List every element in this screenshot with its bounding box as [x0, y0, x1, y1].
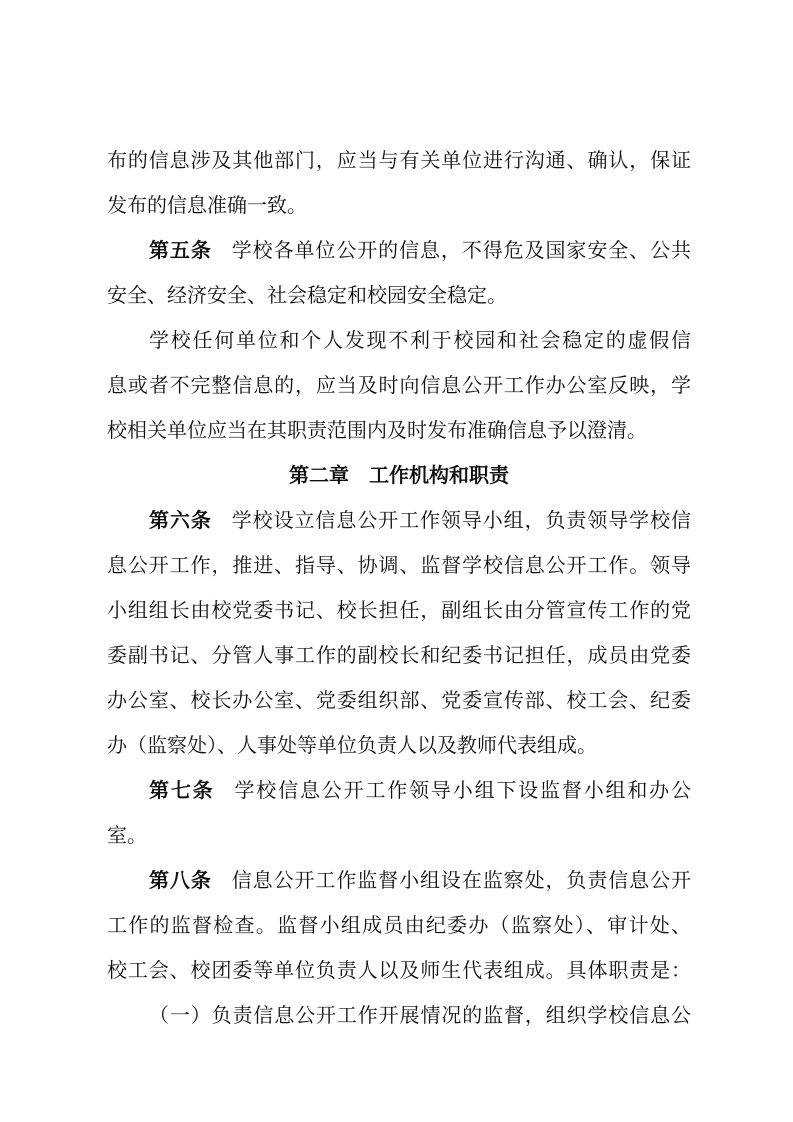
line-text: 办（监察处）、人事处等单位负责人以及教师代表组成。	[107, 733, 597, 757]
text-line	[107, 273, 691, 318]
line-text: 信息公开工作监督小组设在监察处，负责信息公开	[231, 868, 691, 892]
line-text: 学校各单位公开的信息，不得危及国家安全、公共	[231, 238, 691, 262]
text-line	[107, 813, 691, 858]
line-text: 学校设立信息公开工作领导小组，负责领导学校信	[231, 508, 691, 532]
text-line	[107, 948, 691, 993]
line-text: 安全、经济安全、社会稳定和校园安全稳定。	[107, 283, 507, 307]
line-text: 学校任何单位和个人发现不利于校园和社会稳定的虚假信	[149, 328, 691, 352]
line-text: 布的信息涉及其他部门，应当与有关单位进行沟通、确认，保证	[107, 148, 691, 172]
text-line	[107, 993, 691, 1038]
article-label: 第五条	[149, 238, 212, 262]
line-text: 室。	[107, 823, 147, 847]
text-line	[107, 768, 691, 813]
text-line	[107, 588, 691, 633]
article-label: 第七条	[149, 778, 215, 802]
text-line	[107, 183, 691, 228]
article-label: 第八条	[149, 868, 212, 892]
article-label: 第六条	[149, 508, 212, 532]
line-text: 发布的信息准确一致。	[107, 193, 307, 217]
text-line	[107, 408, 691, 453]
line-text: 小组组长由校党委书记、校长担任，副组长由分管宣传工作的党	[107, 598, 691, 622]
text-line	[107, 723, 691, 768]
text-line	[107, 543, 691, 588]
text-line	[107, 633, 691, 678]
text-line	[107, 903, 691, 948]
text-line	[107, 678, 691, 723]
line-text: 工作的监督检查。监督小组成员由纪委办（监察处）、审计处、	[107, 913, 691, 937]
text-line	[107, 498, 691, 543]
text-line	[107, 363, 691, 408]
document-page	[107, 138, 691, 1038]
line-text: 息公开工作，推进、指导、协调、监督学校信息公开工作。领导	[107, 553, 691, 577]
line-text: 办公室、校长办公室、党委组织部、党委宣传部、校工会、纪委	[107, 688, 691, 712]
chapter-heading	[107, 453, 691, 498]
line-text: （一）负责信息公开工作开展情况的监督，组织学校信息公	[149, 1003, 691, 1027]
line-text: 第二章 工作机构和职责	[289, 463, 509, 487]
line-text: 委副书记、分管人事工作的副校长和纪委书记担任，成员由党委	[107, 643, 691, 667]
line-text: 校工会、校团委等单位负责人以及师生代表组成。具体职责是：	[107, 958, 691, 982]
text-line	[107, 318, 691, 363]
line-text: 息或者不完整信息的，应当及时向信息公开工作办公室反映，学	[107, 373, 691, 397]
text-line	[107, 138, 691, 183]
text-line	[107, 858, 691, 903]
line-text: 校相关单位应当在其职责范围内及时发布准确信息予以澄清。	[107, 418, 647, 442]
text-line	[107, 228, 691, 273]
line-text: 学校信息公开工作领导小组下设监督小组和办公	[234, 778, 692, 802]
